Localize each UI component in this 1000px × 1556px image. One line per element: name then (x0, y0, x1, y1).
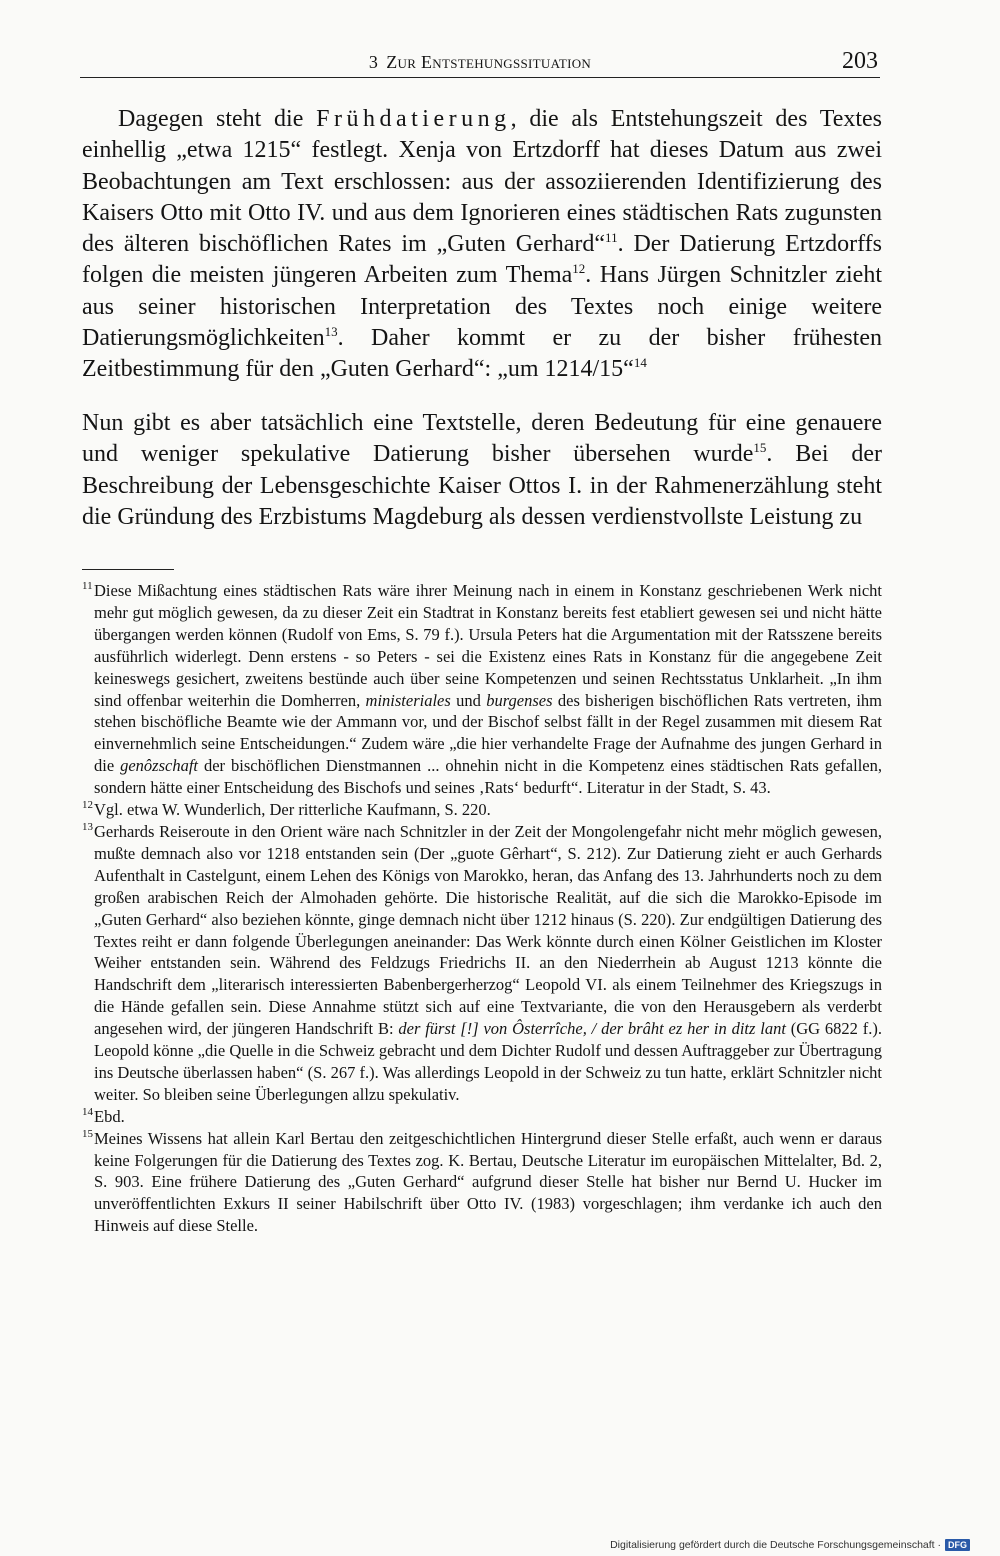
footnotes (82, 580, 882, 1237)
fn11-part-d: der bischöflichen Dienstmannen ... ohnehin nicht in die Kompetenz eines städtischen Rats gefallen, sondern hätte einer Entscheidung des Bischofs und seines ‚Rats‘ bedurft“. Literatur in der Stadt, S. 43. (94, 756, 882, 798)
footnote-ref-12[interactable]: 12 (572, 261, 586, 277)
footnote-number: 15 (82, 1127, 93, 1140)
fn11-part-b: und (450, 690, 487, 710)
footnote-number: 12 (82, 799, 93, 812)
footnote-11 (82, 580, 882, 799)
footnote-ref-15[interactable]: 15 (753, 440, 767, 456)
footnote-separator (82, 569, 174, 570)
p1-emphasis: Frühdatierung (316, 106, 511, 132)
fn13-part-a: Gerhards Reiseroute in den Orient wäre nach Schnitzler in der Zeit der Mongolengefahr nicht mehr möglich gewesen, mußte demnach also vor 1218 entstanden sein (Der „guote Gêrhart“, S. 212). Zur Datierung zieht er auch Gerhards Aufenthalt in Castelgunt, einem Lehen des Königs von Marokko, heran, das Anfang des 13. Jahrhunderts noch zu dem großen arabischen Reich der Almohaden gehörte. Die historische Realität, auf die sich die Marokko-Episode im „Guten Gerhard“ also beziehen könnte, ginge demnach nicht über 1212 hinaus (S. 220). Zur endgültigen Datierung des Textes reiht er dann folgende Überlegungen aneinander: Das Werk könnte durch einen Kölner Geistlichen im Kloster Weiher entstanden sein. Während des Feldzugs Friedrichs II. an den Niederrhein ab August 1213 könnte die Handschrift dem „literarisch interessierten Babenbergerherzog“ Leopold VI. als einem Teilnehmer des Kriegszugs in die Hände gefallen sein. Diese Annahme stützt sich auf eine Textvariante, die von den Herausgebern als verderbt angesehen wird, der jüngeren Handschrift B: (94, 821, 882, 1039)
footnote-14 (82, 1106, 882, 1128)
footnote-ref-14[interactable]: 14 (633, 355, 647, 371)
footnote-number: 14 (82, 1105, 93, 1118)
p1-text-2: , die als Entstehungszeit des Textes einhellig „etwa 1215“ festlegt. Xenja von Ertzdorff hat dieses Datum aus zwei Beobachtungen am Text erschlossen: aus der assoziierenden Identifizierung des Kaisers Otto mit Otto IV. und aus dem Ignorieren eines städtischen Rats zugunsten des älteren bischöflichen Rates im „Guten Gerhard“ (82, 106, 883, 258)
fn11-italic-2: burgenses (486, 690, 553, 710)
running-head (80, 48, 880, 78)
footnote-text: Meines Wissens hat allein Karl Bertau den zeitgeschichtlichen Hintergrund dieser Stelle erfaßt, auch wenn er daraus keine Folgerungen für die Datierung des Textes zog. K. Bertau, Deutsche Literatur im europäischen Mittelalter, Bd. 2, S. 903. Eine frühere Datierung des „Guten Gerhard“ aufgrund dieser Stelle hat bisher nur Bernd U. Hucker im unveröffentlichten Exkurs II seiner Habilschrift über Otto IV. (1983) vorgeschlagen; ihm verdanke ich auch den Hinweis auf diese Stelle. (94, 1128, 882, 1236)
fn11-part-a: Diese Mißachtung eines städtischen Rats wäre ihrer Meinung nach in einem in Konstanz geschriebenen Werk nicht mehr gut möglich gewesen, da zu dieser Zeit ein Stadtrat in Konstanz bereits fest etabliert gewesen sei und nicht hätte übergangen werden können (Rudolf von Ems, S. 79 f.). Ursula Peters hat die Argumentation mit der Ratsszene bereits ausführlich widerlegt. Denn erstens - so Peters - sei die Existenz eines Rats in Konstanz für die angegebene Zeit keineswegs gesichert, zweitens bestünde auch über seine Kompetenzen und seinen Rechtsstatus Unklarheit. „In ihm sind offenbar weiterhin die Domherren, (94, 581, 882, 710)
p1-text-5: . Daher kommt er zu der bisher frühesten Zeitbestimmung für den „Guten Gerhard“: „um 1214/15“ (82, 325, 882, 383)
p2-text-1: Nun gibt es aber tatsächlich eine Textstelle, deren Bedeutung für eine genauere und weniger spekulative Datierung bisher übersehen wurde (82, 410, 882, 468)
body-paragraph-1 (82, 104, 882, 386)
footnote-text: Vgl. etwa W. Wunderlich, Der ritterliche Kaufmann, S. 220. (94, 800, 491, 820)
footnote-ref-11[interactable]: 11 (605, 230, 618, 246)
fn11-italic-3: genôzschaft (120, 756, 199, 776)
p1-text-1: Dagegen steht die (118, 106, 317, 132)
chapter-title: Zur Entstehungssituation (386, 52, 592, 72)
footnote-text: Ebd. (94, 1106, 125, 1126)
fn13-italic-quote: der fürst [!] von Ôsterrîche, / der brâht ez her in ditz lant (398, 1019, 786, 1039)
p2-text-2: . Bei der Beschreibung der Lebensgeschichte Kaiser Ottos I. in der Rahmenerzählung steht die Gründung des Erzbistums Magdeburg als dessen verdienstvollste Leistung zu (82, 441, 882, 530)
body-paragraph-2 (82, 408, 882, 533)
fn13-part-b: (GG 6822 f.). Leopold könne „die Quelle in die Schweiz gebracht und dem Dichter Rudolf und dessen Auftraggeber zur Übertragung ins Deutsche überlassen haben“ (S. 267 f.). Was allerdings Leopold in der Schweiz zu tun hatte, erklärt Schnitzler nicht weiter. So bleiben seine Überlegungen allzu spekulativ. (94, 1019, 882, 1104)
header-rule (80, 77, 880, 78)
fn11-part-c: des bisherigen bischöflichen Rats vertreten, ihm stehen bischöfliche Beamte wie der Ammann vor, und der Bischof selbst fällt in der Regel zusammen mit diesem Rat einvernehmlich seine Entscheidungen.“ Zudem wäre „die hier verhandelte Frage der Aufnahme des jungen Gerhard in die (94, 690, 883, 776)
footnote-15 (82, 1128, 882, 1238)
footnote-number: 13 (82, 820, 93, 833)
digitization-credit (610, 1537, 970, 1553)
footnote-text (94, 821, 882, 1106)
chapter-number: 3 (368, 52, 379, 72)
page-number: 203 (842, 48, 878, 74)
running-head-title (80, 52, 880, 73)
footnote-number: 11 (82, 580, 93, 592)
footnote-13 (82, 821, 882, 1106)
footnote-text (94, 580, 882, 799)
footnote-ref-13[interactable]: 13 (324, 324, 338, 340)
fn11-italic-1: ministeriales (365, 690, 451, 710)
p1-text-3: . Der Datierung Ertzdorffs folgen die meisten jüngeren Arbeiten zum Thema (82, 231, 882, 289)
footnote-12 (82, 799, 882, 821)
credit-text: Digitalisierung gefördert durch die Deutsche Forschungsgemeinschaft · (610, 1539, 941, 1551)
dfg-logo[interactable]: DFG (945, 1539, 970, 1551)
p1-text-4: . Hans Jürgen Schnitzler zieht aus seiner historischen Interpretation des Textes noch einige weitere Datierungsmöglichkeiten (82, 262, 882, 352)
